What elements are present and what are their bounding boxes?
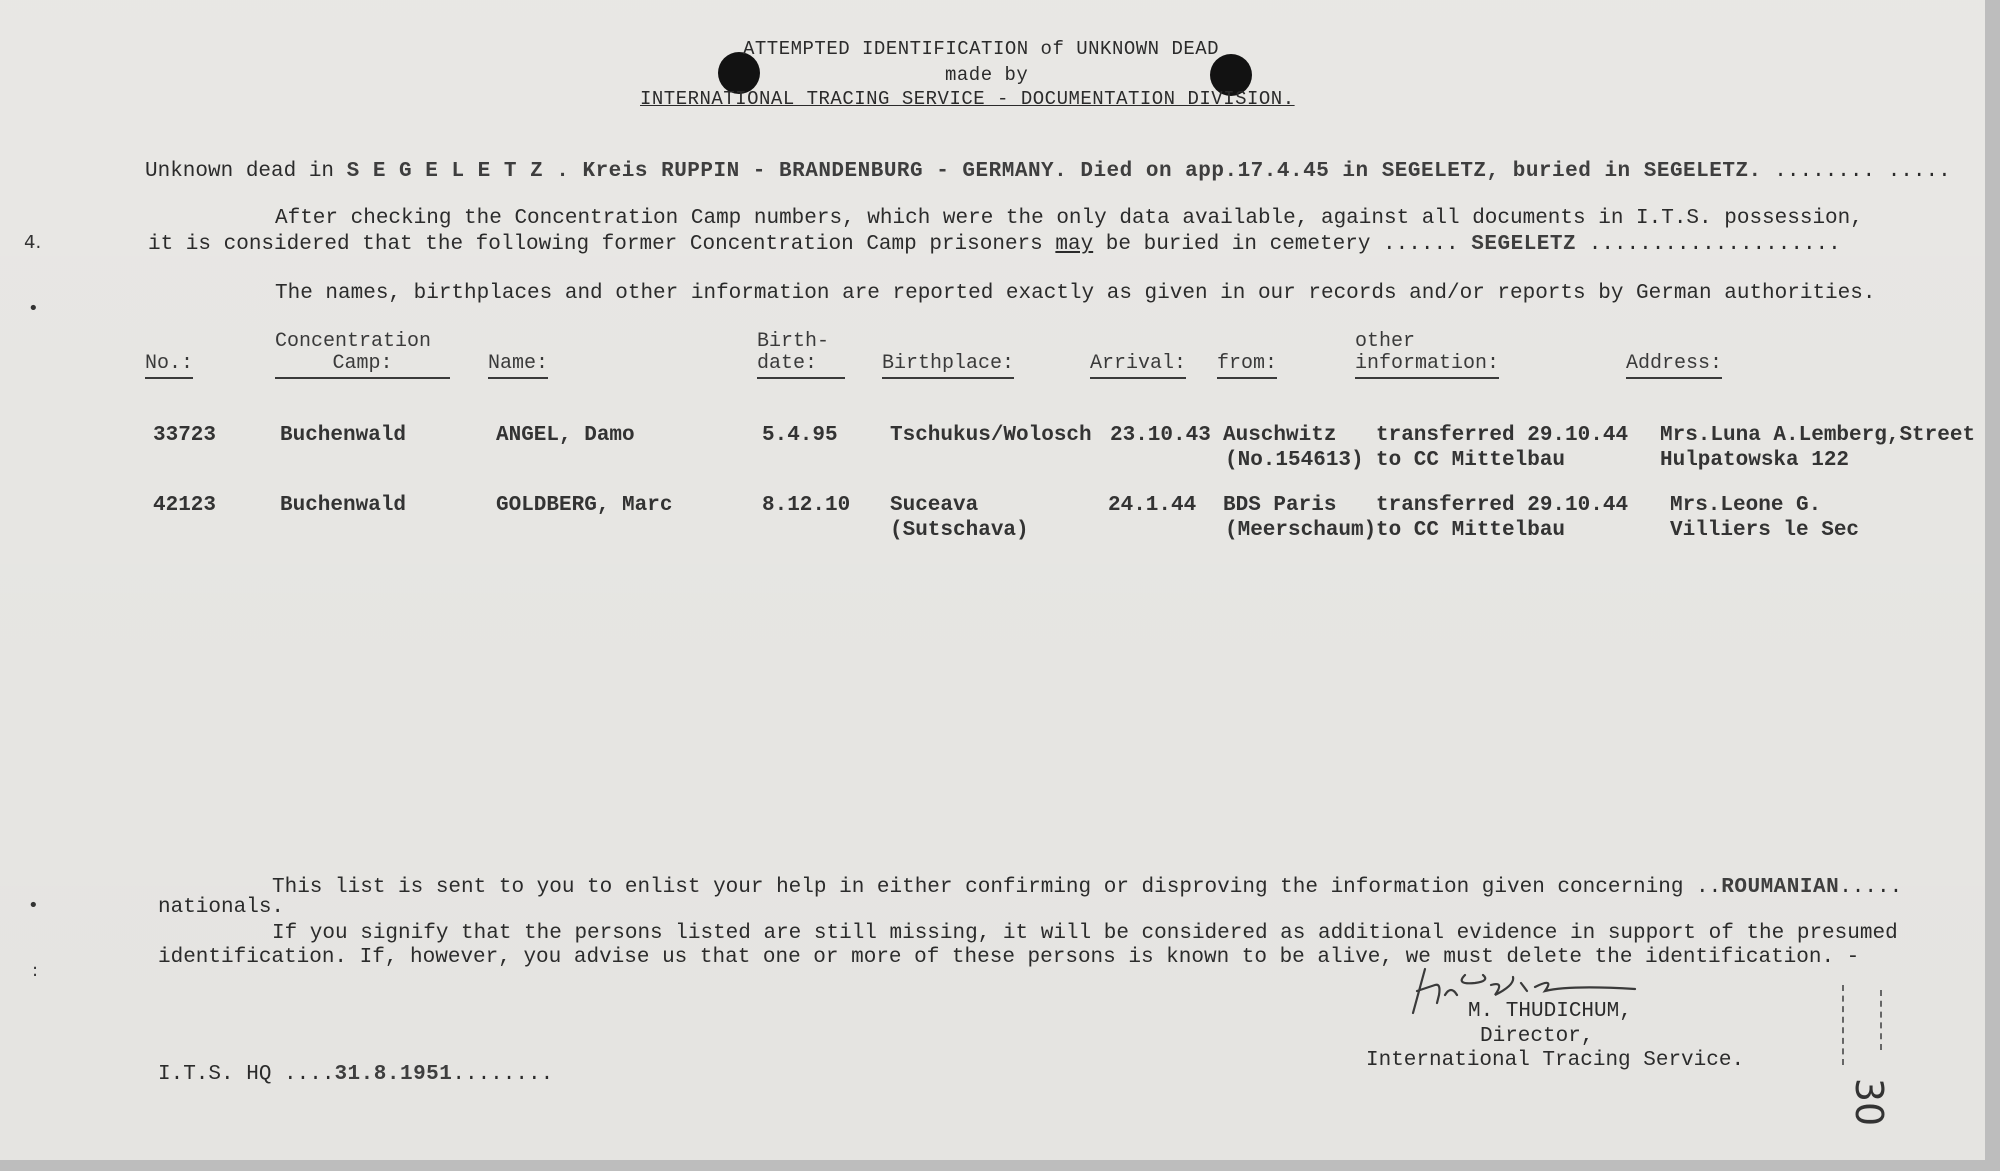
dotted-leader: .................... [1588,233,1841,256]
cell-camp: Buchenwald [280,424,407,447]
dotted-leader: .. [1696,876,1722,899]
cell-address-2: Hulpatowska 122 [1660,449,1850,472]
unknown-dead-label: Unknown dead in [145,160,335,183]
cell-birthplace-2: (Sutschava) [890,519,1029,542]
margin-mark: • [28,298,39,319]
header-camp-bottom: Camp: [275,352,450,379]
its-hq-label: I.T.S. HQ [158,1063,272,1086]
signatory-name: M. THUDICHUM, [1468,1000,1632,1023]
its-hq-date: 31.8.1951 [334,1063,453,1086]
header-no: No.: [145,352,193,379]
title-line-2: made by [945,64,1029,86]
header-camp-top: Concentration [275,330,432,353]
dotted-leader: .... [284,1063,335,1086]
header-from: from: [1217,352,1277,379]
intro-paragraph-line-2 [148,233,1841,256]
header-other-bottom: information: [1355,352,1499,379]
cemetery-value: SEGELETZ [1471,233,1577,256]
closing-line-2: nationals. [158,896,285,919]
dotted-leader: ...... [1383,233,1459,256]
cell-birthplace-1: Suceava [890,494,979,517]
closing-line-1 [272,876,1902,899]
title-line-1: ATTEMPTED IDENTIFICATION of UNKNOWN DEAD [743,38,1220,60]
cell-no: 42123 [153,494,217,517]
margin-dash-mark [1842,985,1846,1065]
title-line-3: INTERNATIONAL TRACING SERVICE - DOCUMENTATION DIVISION. [640,88,1295,110]
may-word: may [1055,233,1094,256]
margin-mark: : [32,960,39,981]
cell-name: GOLDBERG, Marc [496,494,673,517]
closing-line-4: identification. If, however, you advise us that one or more of these persons is known to be alive, we must delete the identification. - [158,946,1860,969]
intro-paragraph-line-1: After checking the Concentration Camp numbers, which were the only data available, against all documents in I.T.S. possession, [275,207,1863,230]
cell-from-2: (No.154613) [1225,449,1364,472]
header-birthplace: Birthplace: [882,352,1014,379]
cell-other-2: to CC Mittelbau [1376,519,1566,542]
dotted-leader: ........ [452,1063,554,1086]
closing-line-3: If you signify that the persons listed are still missing, it will be considered as additional evidence in support of the presumed [272,922,1898,945]
cell-other-2: to CC Mittelbau [1376,449,1566,472]
nationality-value: ROUMANIAN [1721,876,1840,899]
cell-name: ANGEL, Damo [496,424,635,447]
closing-text: This list is sent to you to enlist your help in either confirming or disproving the information given concerning [272,876,1684,899]
its-hq-line [158,1063,553,1086]
margin-dash-mark [1880,990,1884,1050]
unknown-dead-value: S E G E L E T Z . Kreis RUPPIN - BRANDENBURG - GERMANY. Died on app.17.4.45 in SEGELETZ, buried in SEGELETZ. [346,160,1762,183]
cell-from-1: Auschwitz [1223,424,1337,447]
signatory-title: Director, [1480,1025,1594,1048]
cell-camp: Buchenwald [280,494,407,517]
cell-other-1: transferred 29.10.44 [1376,424,1629,447]
cell-address-2: Villiers le Sec [1670,519,1860,542]
page-number: 30 [1847,1077,1892,1127]
cell-from-2: (Meerschaum) [1225,519,1377,542]
cell-address-1: Mrs.Leone G. [1670,494,1822,517]
header-address: Address: [1626,352,1722,379]
dotted-leader: ..... [1839,876,1903,899]
cell-arrival: 24.1.44 [1108,494,1197,517]
records-note: The names, birthplaces and other information are reported exactly as given in our records and/or reports by German authorities. [275,282,1876,305]
cell-birthdate: 5.4.95 [762,424,838,447]
header-other-top: other [1355,330,1416,353]
cell-other-1: transferred 29.10.44 [1376,494,1629,517]
header-birth-bottom: date: [757,352,845,379]
margin-mark: • [28,895,39,916]
header-name: Name: [488,352,548,379]
header-birth-top: Birth- [757,330,830,353]
cell-no: 33723 [153,424,217,447]
cell-from-1: BDS Paris [1223,494,1337,517]
intro-text-a: it is considered that the following former Concentration Camp prisoners [148,233,1043,256]
unknown-dead-line [145,160,1951,183]
margin-mark: 4. [24,232,42,253]
header-arrival: Arrival: [1090,352,1186,379]
cell-address-1: Mrs.Luna A.Lemberg,Street [1660,424,1976,447]
dotted-leader: ........ ..... [1774,160,1951,183]
intro-text-b: be buried in cemetery [1105,233,1371,256]
cell-birthdate: 8.12.10 [762,494,851,517]
signatory-organization: International Tracing Service. [1366,1049,1745,1072]
cell-arrival: 23.10.43 [1110,424,1211,447]
cell-birthplace: Tschukus/Wolosch [890,424,1092,447]
